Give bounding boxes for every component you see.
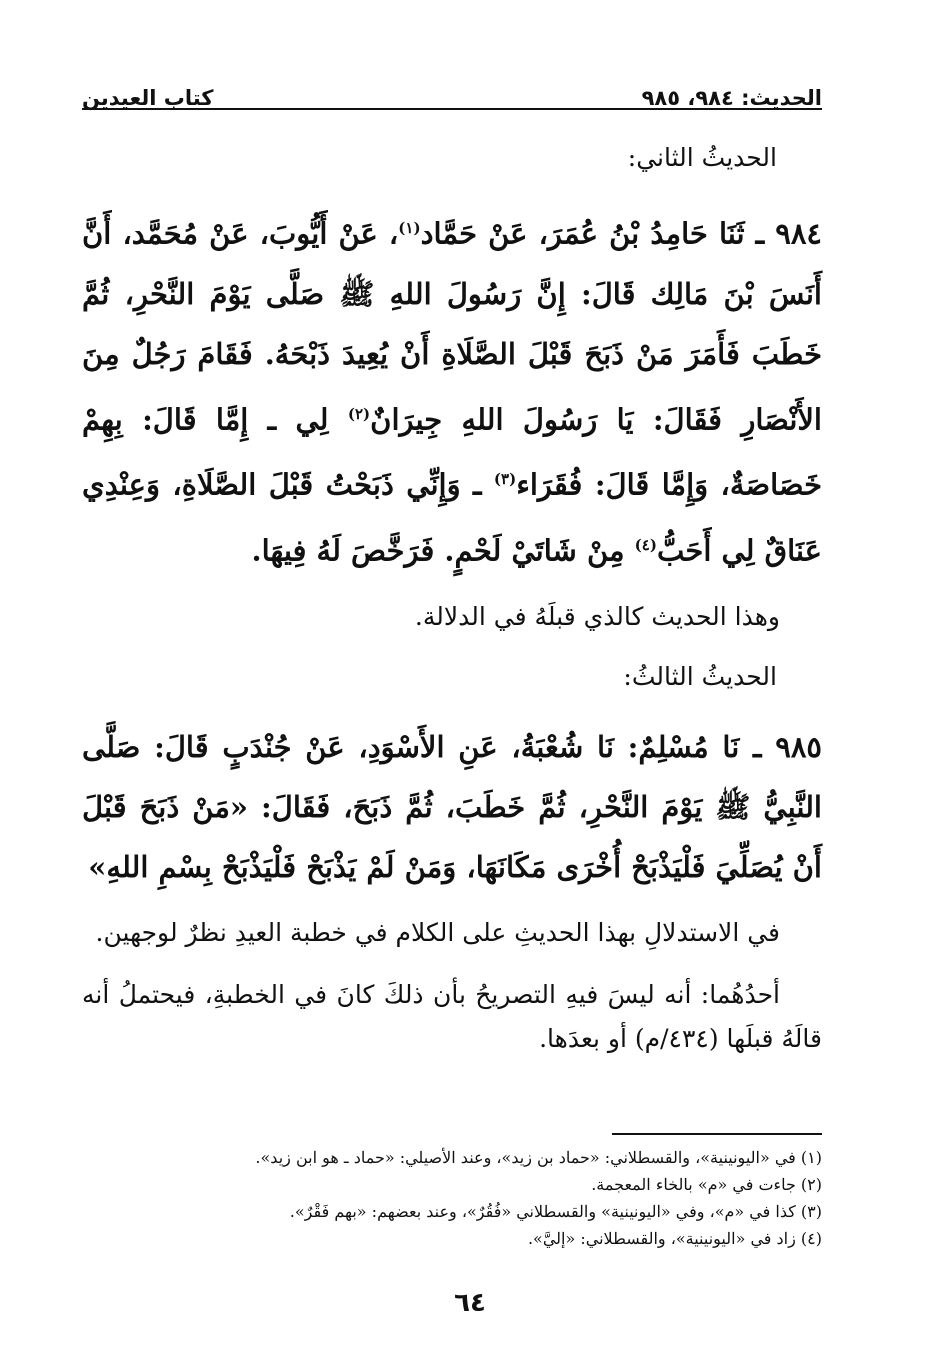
second-hadith-heading: الحديثُ الثاني: bbox=[627, 143, 777, 172]
running-header bbox=[82, 76, 822, 110]
footnote-2: (٢) جاءت في «م» بالخاء المعجمة. bbox=[591, 1175, 822, 1194]
footnote-ref-3: (٣) bbox=[493, 470, 517, 489]
footnote-rule bbox=[612, 1133, 822, 1135]
footnotes bbox=[82, 1144, 822, 1252]
header-rule bbox=[82, 108, 822, 110]
footnote-ref-1: (١) bbox=[398, 219, 421, 237]
main-text bbox=[82, 124, 822, 1079]
hadith-985: ٩٨٥ ـ نَا مُسْلِمٌ: نَا شُعْبَةُ، عَنِ الأَسْوَدِ، عَنْ جُنْدَبٍ قَالَ: صَلَّى النَّبِيُّ ﷺ يَوْمَ النَّحْرِ، ثُمَّ خَطَبَ، ثُمَّ ذَبَحَ، فَقَالَ: «مَنْ ذَبَحَ قَبْلَ أَنْ يُصَلِّيَ فَلْيَذْبَحْ أُخْرَى مَكَانَهَا، وَمَنْ لَمْ يَذْبَحْ فَلْيَذْبَحْ بِسْمِ اللهِ» bbox=[82, 729, 822, 884]
footnote-1: (١) في «اليونينية»، والقسطلاني: «حماد بن زيد»، وعند الأصيلي: «حماد ـ هو ابن زيد». bbox=[255, 1148, 822, 1167]
page-number: ٦٤ bbox=[454, 1288, 486, 1318]
footnote-4: (٤) زاد في «اليونينية»، والقسطلاني: «إليَّ». bbox=[527, 1229, 822, 1248]
header-hadith-reference: الحديث: ٩٨٤، ٩٨٥ bbox=[641, 86, 822, 110]
first-point-paragraph: أحدُهُما: أنه ليسَ فيهِ التصريحُ بأن ذلكَ كانَ في الخطبةِ، فيحتملُ أنه قالَهُ قبلَها (٤٣٤/م) أو بعدَها. bbox=[82, 979, 822, 1053]
istidlal-paragraph: في الاستدلالِ بهذا الحديثِ على الكلام في خطبة العيدِ نظرٌ لوجهين. bbox=[95, 917, 780, 947]
footnote-ref-4: (٤) bbox=[634, 535, 657, 554]
footnote-3: (٣) كذا في «م»، وفي «اليونينية» والقسطلاني «فُقُرٌ»، وعند بعضهم: «بهم فَقْرٌ». bbox=[289, 1202, 822, 1221]
third-hadith-heading: الحديثُ الثالثُ: bbox=[623, 661, 777, 691]
footnote-ref-2: (٢) bbox=[347, 404, 371, 423]
hadith-984: ٩٨٤ ـ ثَنَا حَامِدُ بْنُ عُمَرَ، عَنْ حَمَّاد$^{(١)}$، عَنْ أَيُّوبَ، عَنْ مُحَمَّد، أَنَّ أَنَسَ بْنَ مَالِك قَالَ: إِنَّ رَسُولَ اللهِ ﷺ صَلَّى يَوْمَ النَّحْرِ، ثُمَّ خَطَبَ فَأَمَرَ مَنْ ذَبَحَ قَبْلَ الصَّلَاةِ أَنْ يُعِيدَ ذَبْحَهُ. فَقَامَ رَجُلٌ مِنَ الأَنْصَارِ فَقَالَ: يَا رَسُولَ اللهِ جِيرَانٌ$^{(٢)}$ لِي ـ إِمَّا قَالَ: بِهِمْ خَصَاصَةٌ، وَإِمَّا قَالَ: فُقَرَاء$^{(٣)}$ ـ وَإِنِّي ذَبَحْتُ قَبْلَ الصَّلَاةِ، وَعِنْدِي عَنَاقٌ لِي أَحَبُّ$^{(٤)}$ مِنْ شَاتَيْ لَحْمٍ. فَرَخَّصَ لَهُ فِيهَا. bbox=[82, 216, 823, 568]
header-book-title: كتاب العيدين bbox=[82, 86, 214, 110]
note-after-984: وهذا الحديث كالذي قبلَهُ في الدلالة. bbox=[414, 601, 780, 631]
